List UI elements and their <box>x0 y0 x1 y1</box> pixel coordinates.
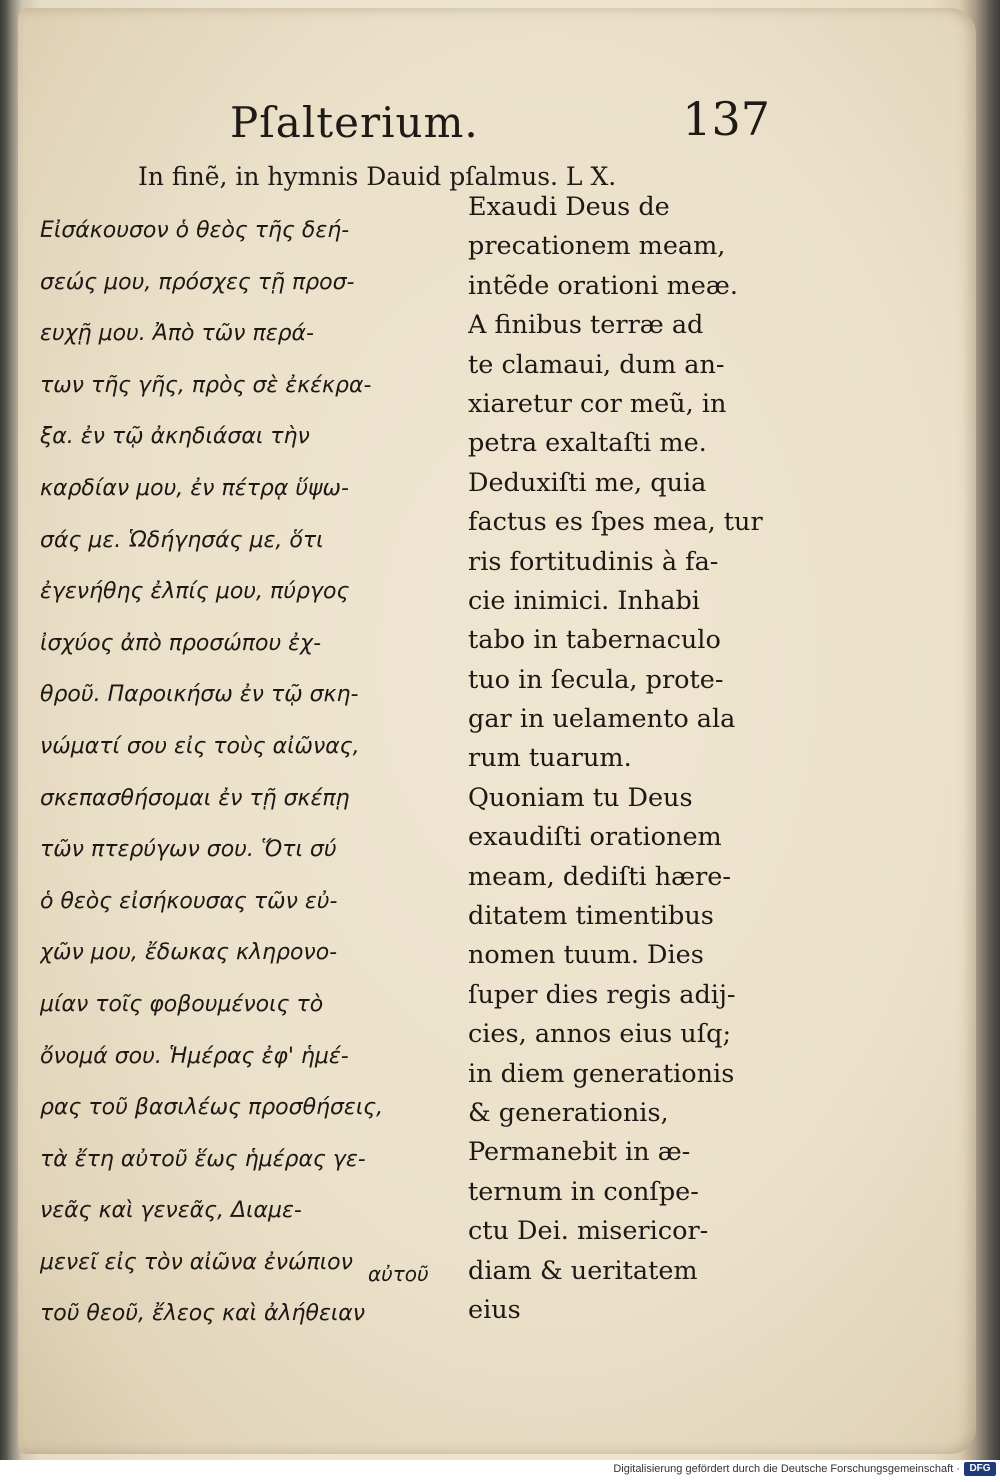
digitization-footer <box>0 1460 1000 1482</box>
latin-line: ris fortitudinis à fa- <box>468 546 719 577</box>
folio-number: 137 <box>682 92 770 146</box>
latin-line: in diem generationis <box>468 1058 735 1089</box>
latin-line: ditatem timentibus <box>468 901 714 932</box>
greek-line: ὁ θεὸς εἰσήκουσας τῶν εὐ- <box>40 888 338 914</box>
latin-line: diam & ueritatem <box>468 1255 698 1286</box>
latin-line: precationem meam, <box>468 231 726 262</box>
greek-line: τῶν πτερύγων σου. Ὅτι σύ <box>40 837 337 863</box>
dfg-logo: DFG <box>964 1462 996 1476</box>
greek-line: χῶν μου, ἔδωκας κληρονο- <box>40 940 338 966</box>
footer-credit: Digitalisierung gefördert durch die Deutsche Forschungsgemeinschaft · <box>613 1463 960 1475</box>
greek-text-column <box>40 205 460 1340</box>
greek-line: σάς με. Ὡδήγησάς με, ὅτι <box>40 527 324 553</box>
latin-line: Quoniam tu Deus <box>468 782 693 813</box>
latin-line: petra exaltaſti me. <box>468 428 707 459</box>
latin-line: xiaretur cor meũ, in <box>468 388 727 419</box>
latin-line: intẽde orationi meæ. <box>468 270 738 301</box>
latin-line: gar in uelamento ala <box>468 704 736 735</box>
page-header <box>230 92 770 158</box>
greek-line: Εἰσάκουσον ὁ θεὸς τῆς δεή- <box>40 218 350 243</box>
latin-line: factus es ſpes mea, tur <box>468 507 763 538</box>
greek-line: ευχῇ μου. Ἀπὸ τῶν περά- <box>40 321 314 347</box>
latin-line: Permanebit in æ- <box>468 1137 691 1168</box>
greek-line: ρας τοῦ βασιλέως προσθήσεις, <box>40 1095 384 1121</box>
latin-line: exaudiſti orationem <box>468 822 722 853</box>
psalm-rubric: In finẽ, in hymnis Dauid pſalmus. L X. <box>138 162 617 191</box>
latin-line: & generationis, <box>468 1097 669 1128</box>
latin-line: meam, dediſti hære- <box>468 861 731 892</box>
latin-line: A finibus terræ ad <box>468 310 704 341</box>
latin-line: te clamaui, dum an- <box>468 349 725 380</box>
greek-line: μενεῖ εἰς τὸν αἰῶνα ἐνώπιον <box>40 1249 353 1275</box>
greek-line: ἰσχύος ἀπὸ προσώπου ἐχ- <box>40 630 322 656</box>
latin-line: eius <box>468 1294 521 1325</box>
greek-line: θροῦ. Παροικήσω ἐν τῷ σκη- <box>40 682 359 708</box>
latin-line: ctu Dei. misericor- <box>468 1216 709 1247</box>
latin-line: ternum in conſpe- <box>468 1176 699 1207</box>
greek-line: καρδίαν μου, ἐν πέτρᾳ ὕψω- <box>40 475 349 501</box>
greek-line: ὄνομά σου. Ἡμέρας ἐφ' ἡμέ- <box>40 1043 349 1069</box>
greek-line: τὰ ἔτη αὐτοῦ ἕως ἡμέρας γε- <box>40 1146 366 1172</box>
greek-line: των τῆς γῆς, πρὸς σὲ ἐκέκρα- <box>40 372 372 398</box>
greek-line: ἐγενήθης ἐλπίς μου, πύργος <box>40 579 350 605</box>
latin-line: nomen tuum. Dies <box>468 940 704 971</box>
running-title: Pſalterium. <box>230 98 479 147</box>
greek-line: σεώς μου, πρόσχες τῇ προσ- <box>40 269 355 295</box>
latin-line: ſuper dies regis adij- <box>468 979 736 1010</box>
latin-line: cie inimici. Inhabi <box>468 585 700 616</box>
latin-line: tuo in ſecula, prote- <box>468 664 724 695</box>
greek-line: νεᾶς καὶ γενεᾶς, Διαμε- <box>40 1198 302 1224</box>
greek-line: μίαν τοῖς φοβουμένοις τὸ <box>40 991 324 1017</box>
greek-line: νώματί σου εἰς τοὺς αἰῶνας, <box>40 733 360 759</box>
latin-text-column <box>468 188 768 1330</box>
latin-line: Exaudi Deus de <box>468 192 670 222</box>
greek-line: ξα. ἐν τῷ ἀκηδιάσαι τὴν <box>40 424 310 450</box>
latin-line: rum tuarum. <box>468 743 632 774</box>
latin-line: Deduxiſti me, quia <box>468 467 707 498</box>
latin-line: cies, annos eius uſq; <box>468 1019 732 1050</box>
greek-line: τοῦ θεοῦ, ἔλεος καὶ ἀλήθειαν <box>40 1301 366 1327</box>
catchword: αὐτοῦ <box>368 1262 429 1286</box>
latin-line: tabo in tabernaculo <box>468 625 721 656</box>
greek-line: σκεπασθήσομαι ἐν τῇ σκέπῃ <box>40 785 350 811</box>
